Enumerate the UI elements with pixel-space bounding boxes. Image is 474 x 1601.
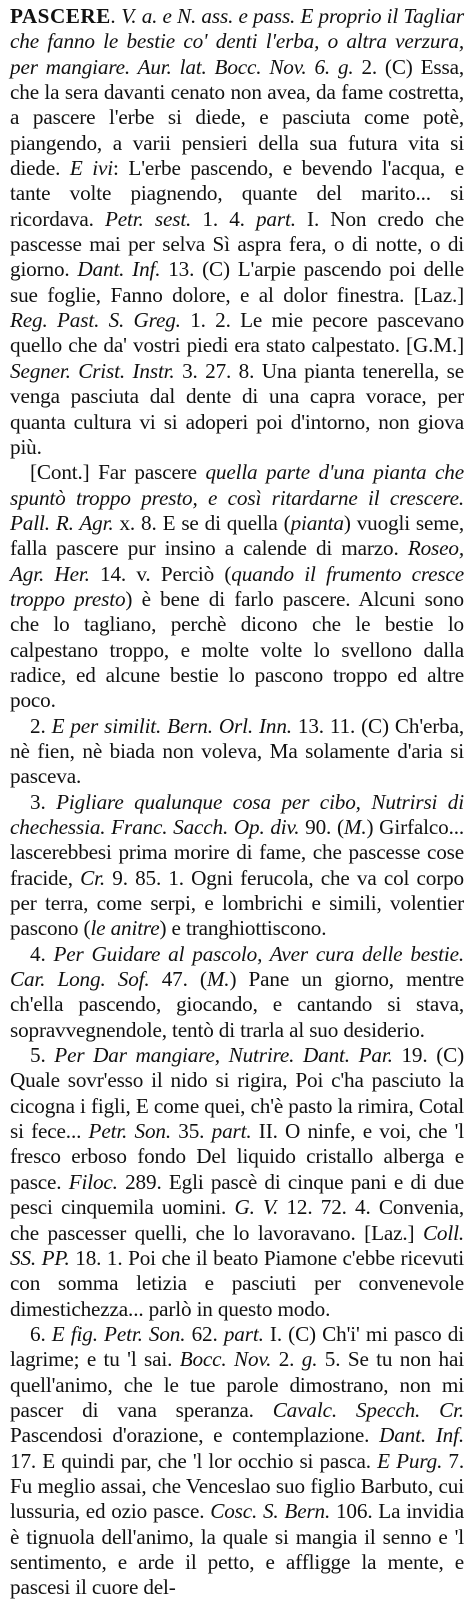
italic-text: M. [343, 815, 367, 839]
entry-text: ) vuogli seme, falla pascere pur insino a calende di marzo. [10, 510, 464, 561]
italic-text: quella parte d'una pianta che spuntò troppo presto, e così ritardarne il crescere. Pall. R. Agr. [10, 460, 464, 535]
entry-text: Pascendosi d'orazione, e contemplazione. [10, 1423, 380, 1448]
italic-text: Reg. Past. S. Greg. [10, 308, 181, 333]
entry-cont-note [10, 460, 464, 713]
entry-text: 5. Se tu non hai quell'animo, che le tue parole dimostrano, non mi pascer di vana speranza. [10, 1347, 464, 1422]
entry-text: 47. ( [149, 967, 207, 992]
italic-text: E per similit. Bern. Orl. Inn. [51, 713, 292, 738]
entry-text: 4. [30, 941, 54, 966]
italic-text: Pigliare qualunque cosa per cibo, Nutrirsi di chechessia. Franc. Sacch. Op. div. [10, 789, 464, 839]
italic-text: Petr. sest. [105, 206, 192, 231]
italic-text: Filoc. [68, 1169, 118, 1194]
dictionary-entry-pascere [10, 4, 464, 1601]
entry-text: 62. [185, 1321, 224, 1346]
entry-text: 2. [30, 713, 52, 738]
entry-text: 3. [30, 789, 57, 814]
entry-text: 3. 27. 8. Una pianta tenerella, se venga pasciuta dal dente di una capra vorace, per quanta cultura vi si adoperi poi d'intorno, non giova più. [10, 358, 464, 459]
entry-text: I. Non credo che pascesse mai per selva Sì aspra fera, o di notte, o di giorno. [10, 206, 464, 282]
italic-text: Roseo, Agr. Her. [10, 536, 464, 586]
entry-text: 2. [271, 1347, 302, 1372]
entry-text: ) Pane un giorno, mentre ch'ella pascendo, giocando, e cantando si stava, sopravvegnendole, tentò di trarla al suo desiderio. [10, 967, 464, 1042]
entry-text: ) e tranghiottiscono. [159, 916, 327, 941]
entry-text: 18. 1. Poi che il beato Piamone c'ebbe ricevuti con somma letizia e pasciuti per convenevole dimestichezza... parlò in questo modo. [10, 1245, 464, 1321]
entry-text: 2. (C) Essa, che la sera davanti cenato non avea, da fame costretta, a pascere l'erbe si diede, e pasciuta come potè, piangendo, a varii pensieri della sua futura vita si diede. [10, 54, 464, 181]
entry-text: x. 8. E se di quella ( [113, 510, 291, 535]
italic-text: Bocc. Nov. [179, 1347, 272, 1372]
entry-text: 7. Fu meglio assai, che Venceslao suo figlio Barbuto, cui lussuria, ed ozio pasce. [10, 1448, 465, 1524]
italic-text: Dant. Inf. [379, 1423, 464, 1448]
entry-text: 13. (C) L'arpie pascendo poi delle sue foglie, Fanno dolore, e al dolor finestra. [Laz.] [10, 257, 464, 307]
italic-text: E Purg. [377, 1448, 443, 1473]
entry-text: 1. 4. [191, 206, 256, 231]
italic-text: Per Guidare al pascolo, Aver cura delle bestie. Car. Long. Sof. [10, 941, 464, 992]
sense-3 [10, 790, 464, 942]
italic-text: G. V. [234, 1195, 279, 1220]
entry-text: 35. [170, 1119, 212, 1144]
sense-2 [10, 714, 464, 790]
entry-main-sense [10, 4, 464, 460]
headword: PASCERE [10, 4, 111, 28]
entry-text: II. O ninfe, e voi, che 'l fresco erboso fondo Del liquido cristallo alberga e pasce. [10, 1119, 464, 1194]
italic-text: g. [301, 1347, 318, 1372]
entry-text: 90. ( [299, 815, 344, 839]
entry-text: ) è bene di farlo pascere. Alcuni sono che lo tagliano, perchè dicono che le bestie lo calpestano troppo, e molte volte lo svellono dalla radice, ed alcune bestie lo pascono troppo ed altre poco. [10, 586, 465, 713]
entry-text: 14. v. Perciò ( [89, 561, 232, 586]
sense-6 [10, 1322, 464, 1601]
entry-text: 9. 85. 1. Ogni ferucola, che va col corpo per terra, come serpi, e lombrichi e simili, volentier pascono ( [10, 865, 464, 941]
italic-text: Dant. Inf. [77, 257, 161, 282]
italic-text: Petr. Son. [88, 1119, 171, 1144]
entry-text: 1. 2. Le mie pecore pascevano quello che da' vostri piedi era stato calpestato. [G.M.] [10, 308, 465, 358]
entry-text: 5. [30, 1043, 55, 1068]
italic-text: Segner. Crist. Instr. [10, 358, 175, 383]
italic-text: part. [223, 1321, 264, 1346]
italic-text: le anitre [90, 916, 160, 941]
italic-text: . V. a. e N. ass. e pass. E proprio il Tagliar che fanno le bestie co' denti l'erba, o altra verzura, per mangiare. Aur. lat. Bocc. Nov. 6. g. [10, 4, 464, 79]
entry-text: 12. 72. 4. Convenia, che pascesser quelli, che lo lavoravano. [Laz.] [10, 1195, 465, 1245]
italic-text: part. [255, 206, 296, 231]
entry-text: 289. Egli pascè di cinque pani e di due pesci cinquemila uomini. [10, 1169, 464, 1220]
italic-text: quando il frumento cresce troppo presto [10, 561, 464, 611]
italic-text: pianta [290, 510, 344, 535]
entry-text: 13. 11. (C) Ch'erba, nè fien, nè biada non voleva, Ma solamente d'aria si pasceva. [10, 713, 464, 789]
sense-5 [10, 1043, 464, 1322]
entry-text: 17. E quindi par, che 'l lor occhio si pasca. [10, 1448, 378, 1473]
entry-text: [Cont.] Far pascere [30, 460, 206, 485]
entry-text: I. (C) Ch'i' mi pasco di lagrime; e tu 'l sai. [10, 1321, 464, 1372]
italic-text: E ivi [69, 156, 114, 181]
entry-text: 6. [30, 1321, 52, 1346]
entry-text: ) Girfalco... lascerebbesi prima morire di fame, che pascesse cose fracide, [10, 815, 465, 890]
italic-text: Cavalc. Specch. Cr. [272, 1397, 465, 1422]
italic-text: E fig. Petr. Son. [51, 1321, 186, 1346]
entry-text: 106. La invidia è tignuola dell'animo, la quale si mangia il senno e 'l sentimento, e arde il petto, e affligge la mente, e pascesi il cuore del- [10, 1499, 464, 1600]
italic-text: Per Dar mangiare, Nutrire. Dant. Par. [54, 1043, 393, 1068]
entry-text: 19. (C) Quale sovr'esso il nido si rigira, Poi c'ha pasciuto la cicogna i figli, E come quei, ch'è pasto la rimira, Cotal si fece... [10, 1043, 464, 1144]
italic-text: Cosc. S. Bern. [210, 1499, 331, 1524]
italic-text: part. [211, 1119, 252, 1144]
italic-text: Coll. SS. PP. [10, 1220, 464, 1270]
entry-text: : L'erbe pascendo, e bevendo l'acqua, e tante volte piagnendo, quante del marito... si ricordava. [10, 156, 464, 231]
italic-text: Cr. [80, 865, 106, 890]
sense-4 [10, 942, 464, 1043]
italic-text: M. [206, 967, 230, 992]
